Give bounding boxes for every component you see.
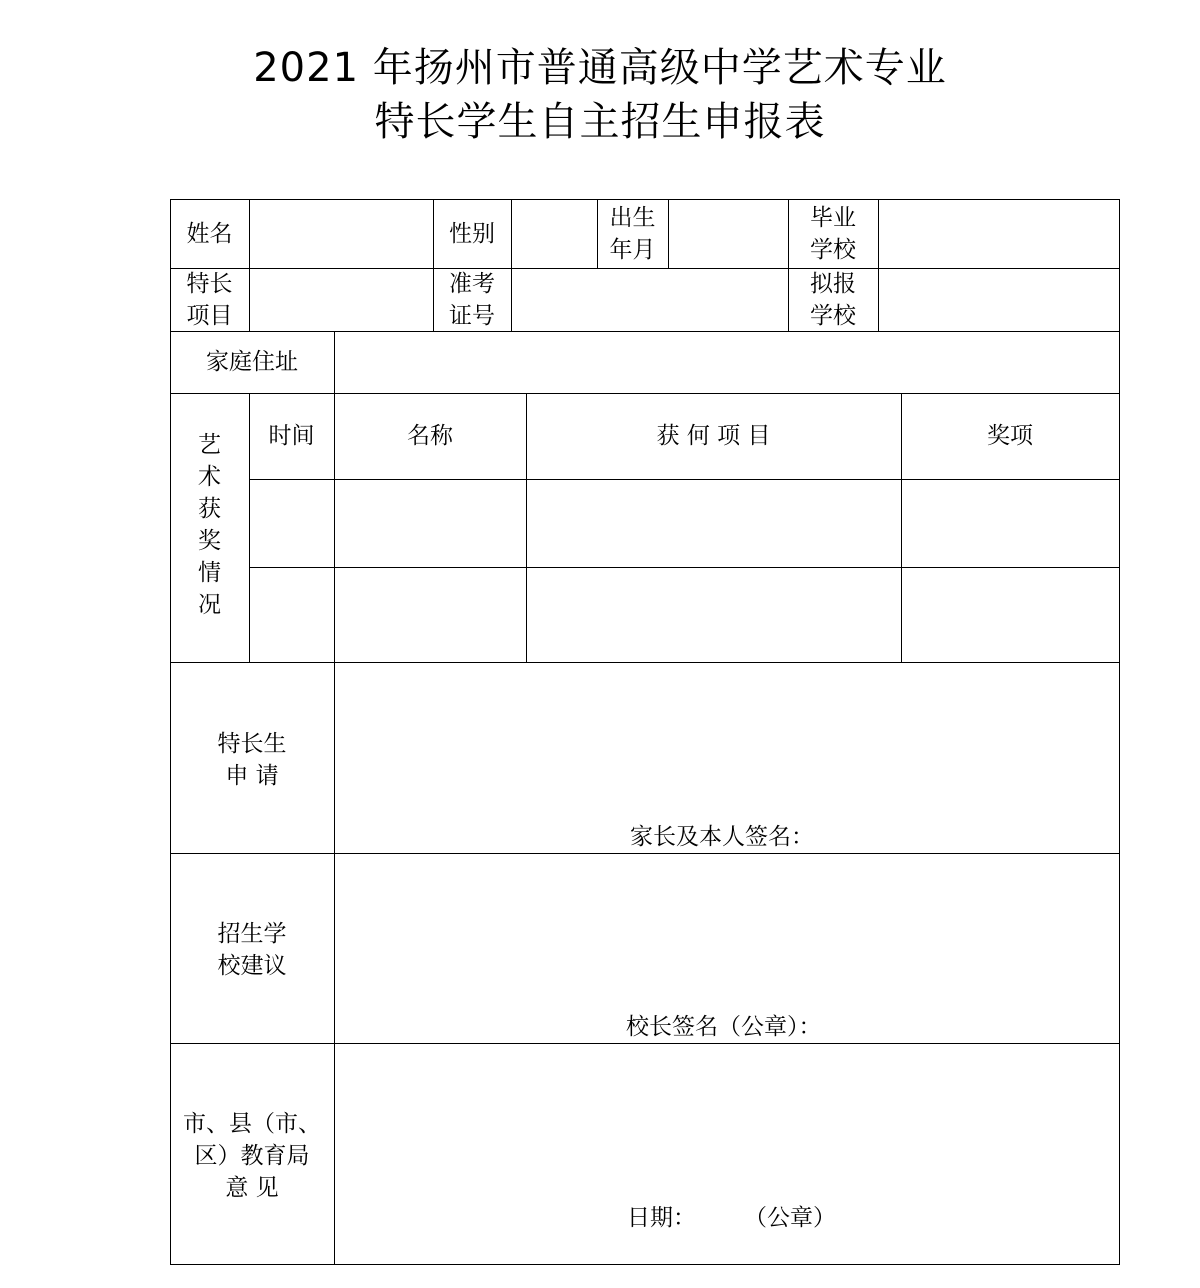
row-divider <box>170 393 1120 394</box>
exam-id-label: 准考 证号 <box>449 270 495 329</box>
application-label: 特长生 申 请 <box>217 731 287 789</box>
intended-school-field[interactable] <box>879 269 1119 331</box>
bureau-opinion-label: 市、县（市、 区）教育局 意 见 <box>183 1111 321 1201</box>
birth-label: 出生 年月 <box>609 204 656 263</box>
awards-col-prize: 奖项 <box>987 423 1033 449</box>
form-title-line1: 2021 年扬州市普通高级中学艺术专业 <box>253 45 947 91</box>
address-label: 家庭住址 <box>206 349 298 375</box>
award-1-name-field[interactable] <box>335 480 526 567</box>
specialty-field[interactable] <box>250 269 433 331</box>
gender-label: 性别 <box>449 220 495 247</box>
awards-col-name: 名称 <box>407 423 453 449</box>
name-field[interactable] <box>250 200 433 268</box>
date-label: 日期： <box>627 1205 696 1231</box>
specialty-label: 特长 项目 <box>186 270 233 329</box>
bureau-opinion-field[interactable] <box>335 1044 1119 1194</box>
parent-student-signature-label: 家长及本人签名： <box>630 824 814 850</box>
graduate-school-field[interactable] <box>879 200 1119 268</box>
principal-signature-label: 校长签名（公章）： <box>626 1014 822 1040</box>
school-advice-field[interactable] <box>335 854 1119 1004</box>
address-field[interactable] <box>335 332 1119 393</box>
awards-col-item: 获 何 项 目 <box>656 423 771 449</box>
award-2-item-field[interactable] <box>527 568 901 662</box>
award-2-time-field[interactable] <box>250 568 334 662</box>
intended-school-label: 拟报 学校 <box>810 270 856 329</box>
table-border-bottom <box>170 1264 1120 1265</box>
school-advice-label: 招生学 校建议 <box>217 921 287 979</box>
awards-col-time: 时间 <box>268 423 315 449</box>
award-2-prize-field[interactable] <box>902 568 1119 662</box>
award-1-time-field[interactable] <box>250 480 334 567</box>
award-2-name-field[interactable] <box>335 568 526 662</box>
awards-section-label: 艺 术 获 奖 情 况 <box>198 432 221 618</box>
name-label: 姓名 <box>186 220 233 247</box>
award-1-item-field[interactable] <box>527 480 901 567</box>
gender-field[interactable] <box>512 200 597 268</box>
official-seal-label: （公章） <box>744 1205 836 1231</box>
award-1-prize-field[interactable] <box>902 480 1119 567</box>
graduate-school-label: 毕业 学校 <box>810 204 856 263</box>
application-field[interactable] <box>335 663 1119 813</box>
table-border-right <box>1119 199 1120 1265</box>
birth-field[interactable] <box>669 200 788 268</box>
exam-id-field[interactable] <box>512 269 788 331</box>
form-title-line2: 特长学生自主招生申报表 <box>374 99 826 145</box>
